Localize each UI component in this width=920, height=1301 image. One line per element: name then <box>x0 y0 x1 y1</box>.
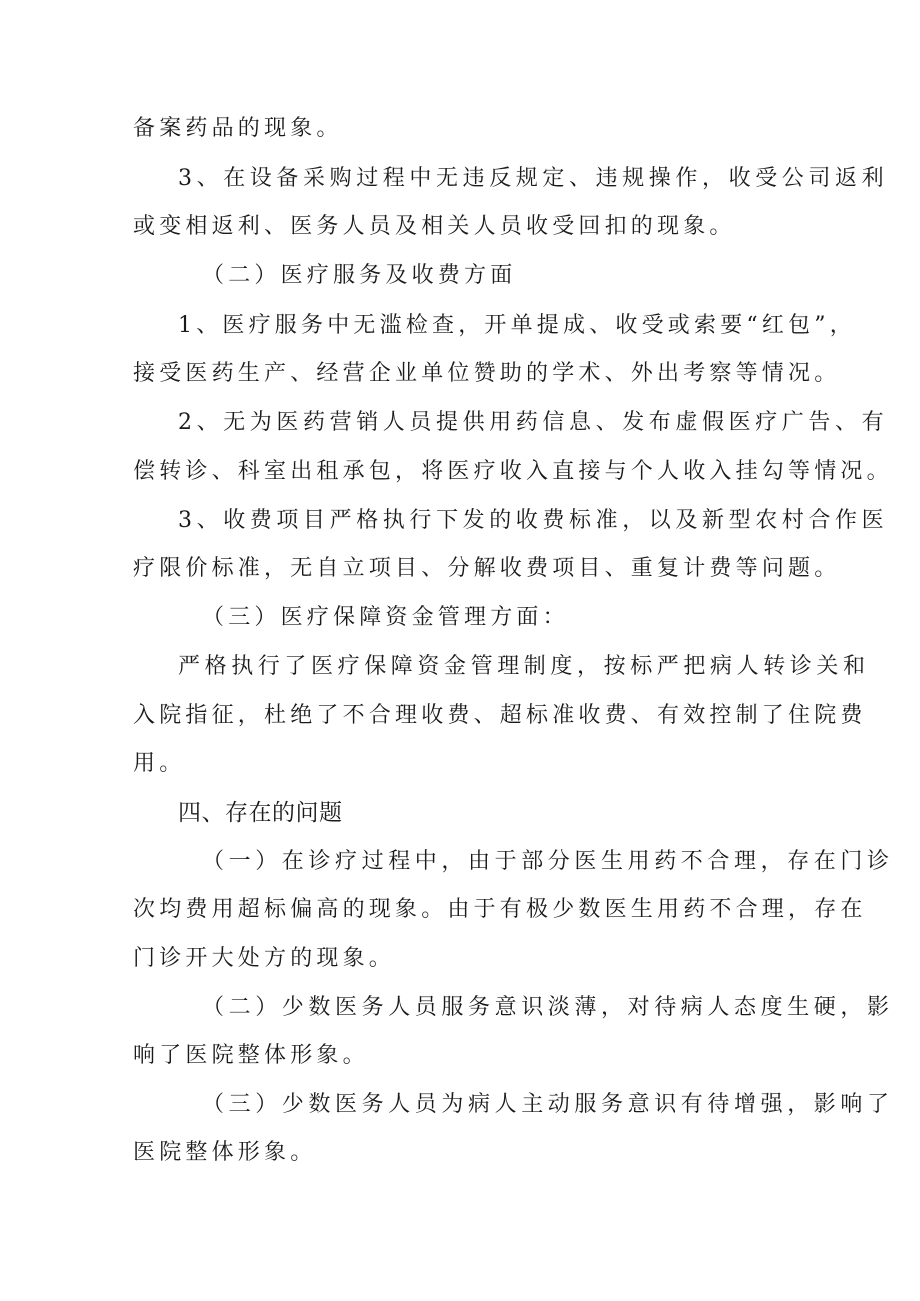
paragraph-line: 备案药品的现象。 <box>133 116 343 141</box>
paragraph-line: （二）少数医务人员服务意识淡薄，对待病人态度生硬，影 <box>202 995 894 1020</box>
paragraph-line: 次均费用超标偏高的现象。由于有极少数医生用药不合理，存在 <box>133 897 867 922</box>
paragraph-line: 2、无为医药营销人员提供用药信息、发布虚假医疗广告、有 <box>178 410 889 435</box>
paragraph-line: 入院指征，杜绝了不合理收费、超标准收费、有效控制了住院费 <box>133 703 867 728</box>
section-subheading: （二）医疗服务及收费方面 <box>202 263 517 288</box>
paragraph-line: 用。 <box>133 751 186 776</box>
paragraph-line: 1、医疗服务中无滥检查，开单提成、收受或索要“红包”， <box>178 313 856 338</box>
paragraph-line: 医院整体形象。 <box>133 1140 317 1165</box>
paragraph-line: 3、收费项目严格执行下发的收费标准，以及新型农村合作医 <box>178 508 889 533</box>
paragraph-line: 偿转诊、科室出租承包，将医疗收入直接与个人收入挂勾等情况。 <box>133 459 893 484</box>
section-subheading: （三）医疗保障资金管理方面： <box>202 605 569 630</box>
paragraph-line: 响了医院整体形象。 <box>133 1043 369 1068</box>
paragraph-line: 接受医药生产、经营企业单位赞助的学术、外出考察等情况。 <box>133 361 841 386</box>
paragraph-line: 或变相返利、医务人员及相关人员收受回扣的现象。 <box>133 214 736 239</box>
paragraph-line: （三）少数医务人员为病人主动服务意识有待增强，影响了 <box>202 1092 894 1117</box>
section-heading: 四、存在的问题 <box>178 800 343 826</box>
paragraph-line: 疗限价标准，无自立项目、分解收费项目、重复计费等问题。 <box>133 556 841 581</box>
paragraph-line: （一）在诊疗过程中，由于部分医生用药不合理，存在门诊 <box>202 849 894 874</box>
paragraph-line: 严格执行了医疗保障资金管理制度，按标严把病人转诊关和 <box>178 654 870 679</box>
paragraph-line: 门诊开大处方的现象。 <box>133 946 396 971</box>
paragraph-line: 3、在设备采购过程中无违反规定、违规操作，收受公司返利 <box>178 166 889 191</box>
